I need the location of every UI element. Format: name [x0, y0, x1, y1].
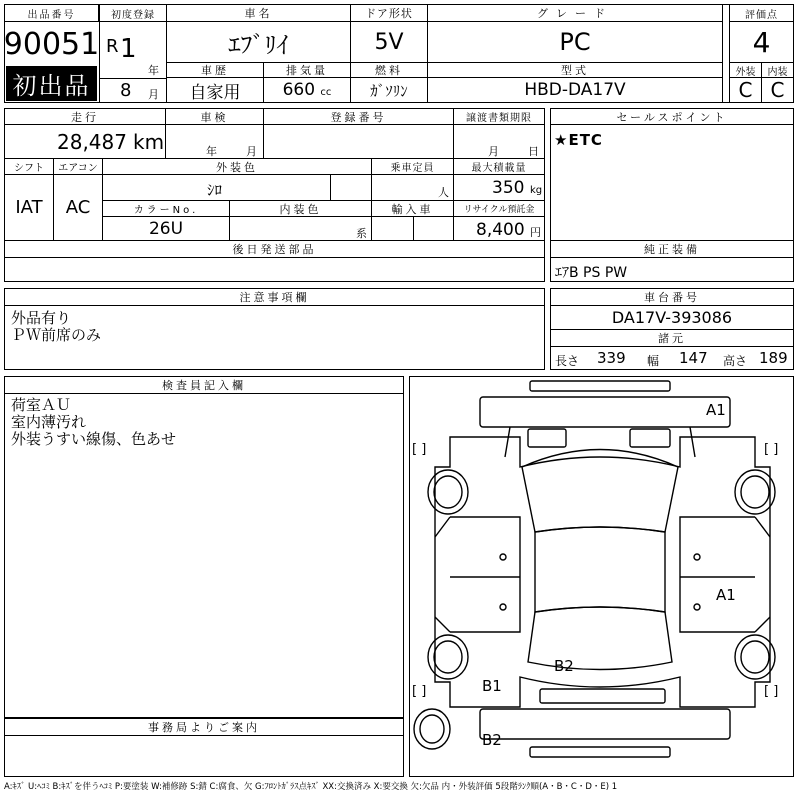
shift: IAT: [4, 174, 54, 241]
score-label: 評価点: [729, 4, 794, 22]
first-reg-label: 初度登録: [99, 4, 167, 22]
recycle-unit: 円: [530, 226, 541, 239]
color-no: 26U: [102, 216, 230, 241]
year-value: 1: [120, 34, 137, 64]
damage-mark-b2-rear: B2: [554, 657, 574, 675]
interior-label: 内装: [761, 62, 794, 78]
transfer-cell: [453, 124, 545, 159]
equipment-label: 純正装備: [550, 240, 794, 258]
inspector-text: 荷室ＡＵ 室内薄汚れ 外装うすい線傷、色あせ: [4, 393, 404, 718]
width: 147: [679, 349, 708, 367]
dims-label: 諸元: [550, 329, 794, 347]
model: HBD-DA17V: [427, 77, 723, 103]
insp-month-unit: 月: [246, 145, 257, 158]
era-prefix: R: [106, 36, 119, 57]
max-load-label: 最大積載量: [453, 158, 545, 175]
transfer-day-unit: 日: [528, 145, 539, 158]
grade: PC: [427, 21, 723, 63]
capacity-unit: 人: [438, 186, 449, 199]
damage-mark-b2-bottom: B2: [482, 731, 502, 749]
max-load-unit: kg: [530, 185, 543, 196]
insp-year-unit: 年: [206, 145, 217, 158]
damage-diagram: [409, 376, 794, 777]
bracket-left-top: [ ]: [412, 442, 427, 457]
fuel-label: 燃料: [350, 62, 428, 78]
displacement-cell: [263, 77, 351, 103]
inspection-label: 車検: [165, 108, 264, 125]
int-color-label: 内装色: [229, 200, 372, 217]
capacity-cell: [371, 174, 454, 201]
office-cell: [4, 735, 404, 777]
capacity-label: 乗車定員: [371, 158, 454, 175]
later-parts-cell: [4, 257, 545, 282]
year-unit: 年: [148, 64, 159, 77]
inspector-label: 検査員記入欄: [4, 376, 404, 394]
model-label: 型式: [427, 62, 723, 78]
damage-mark-a1-front: A1: [706, 401, 726, 419]
displacement-label: 排気量: [263, 62, 351, 78]
mileage-unit: km: [133, 130, 165, 154]
mileage: 28,487: [57, 130, 127, 154]
int-color-cell: [229, 216, 372, 241]
ac: AC: [53, 174, 103, 241]
bracket-left-bottom: [ ]: [412, 684, 427, 699]
import-label: 輸入車: [371, 200, 454, 217]
door-label: ドア形状: [350, 4, 428, 22]
caution-label: 注意事項欄: [4, 288, 545, 306]
bracket-right-bottom: [ ]: [764, 684, 779, 699]
recycle-cell: [453, 216, 545, 241]
transfer-label: 譲渡書類期限: [453, 108, 545, 125]
recycle-label: リサイクル預託金: [453, 200, 545, 217]
sales-point: ★ETC: [554, 131, 603, 149]
ext-color-cell: [102, 174, 372, 201]
reg-no-label: 登録番号: [263, 108, 454, 125]
color-no-label: カラーNo.: [102, 200, 230, 217]
month-unit: 月: [148, 88, 159, 101]
recycle: 8,400: [476, 220, 525, 240]
import-cell: [371, 216, 454, 241]
damage-mark-b1-left: B1: [482, 677, 502, 695]
displacement-unit: cc: [320, 86, 332, 98]
int-color-unit: 系: [356, 227, 367, 240]
max-load-cell: [453, 174, 545, 201]
height: 189: [759, 349, 788, 367]
month-value: 8: [120, 80, 132, 101]
lot-no: 90051: [3, 26, 100, 62]
lot-no-label: 出品番号: [4, 4, 99, 22]
inspection-cell: [165, 124, 264, 159]
bracket-right-top: [ ]: [764, 442, 779, 457]
ext-color: ｼﾛ: [207, 181, 223, 199]
first-listing-badge: 初出品: [6, 66, 97, 101]
displacement: 660: [282, 80, 316, 100]
car-name: ｴﾌﾞﾘｲ: [166, 21, 351, 63]
office-label: 事務局よりご案内: [4, 718, 404, 736]
length-label: 長さ: [555, 354, 580, 368]
ac-label: エアコン: [53, 158, 103, 175]
transfer-month-unit: 月: [488, 145, 499, 158]
later-parts-label: 後日発送部品: [4, 240, 545, 258]
exterior-label: 外装: [729, 62, 762, 78]
car-diagram-svg: [410, 377, 793, 776]
grade-label: グレード: [427, 4, 723, 22]
ext-color-label: 外装色: [102, 158, 372, 175]
legend: A:ｷｽﾞ U:ﾍｺﾐ B:ｷｽﾞを伴うﾍｺﾐ P:要塗装 W:補修跡 S:錆 C:腐食、欠 G:ﾌﾛﾝﾄｶﾞﾗｽ点ｷｽﾞ XX:交換済み X:要交換 欠:欠品 内・外装評価 5段階ﾗﾝｸ順(A・B・C・D・E) 1: [4, 782, 618, 792]
history: 自家用: [166, 77, 264, 103]
equipment-cell: [550, 257, 794, 282]
interior-grade: C: [761, 77, 794, 103]
sales-point-label: セールスポイント: [550, 108, 794, 125]
dims-cell: [550, 346, 794, 370]
chassis-no: DA17V-393086: [550, 305, 794, 330]
car-name-label: 車名: [166, 4, 351, 22]
mileage-cell: [4, 124, 166, 159]
max-load: 350: [492, 178, 525, 198]
sales-point-cell: [550, 124, 794, 241]
caution-text: 外品有り ＰＷ前席のみ: [4, 305, 545, 370]
height-label: 高さ: [723, 354, 748, 368]
reg-no-cell: [263, 124, 454, 159]
chassis-label: 車台番号: [550, 288, 794, 306]
damage-mark-a1-right: A1: [716, 586, 736, 604]
score: 4: [729, 21, 794, 63]
length: 339: [597, 349, 626, 367]
mileage-label: 走行: [4, 108, 166, 125]
exterior-grade: C: [729, 77, 762, 103]
history-label: 車歴: [166, 62, 264, 78]
fuel: ｶﾞｿﾘﾝ: [350, 77, 428, 103]
door: 5V: [350, 21, 428, 63]
shift-label: シフト: [4, 158, 54, 175]
width-label: 幅: [647, 354, 660, 368]
equipment: ｴｱB PS PW: [555, 265, 628, 281]
